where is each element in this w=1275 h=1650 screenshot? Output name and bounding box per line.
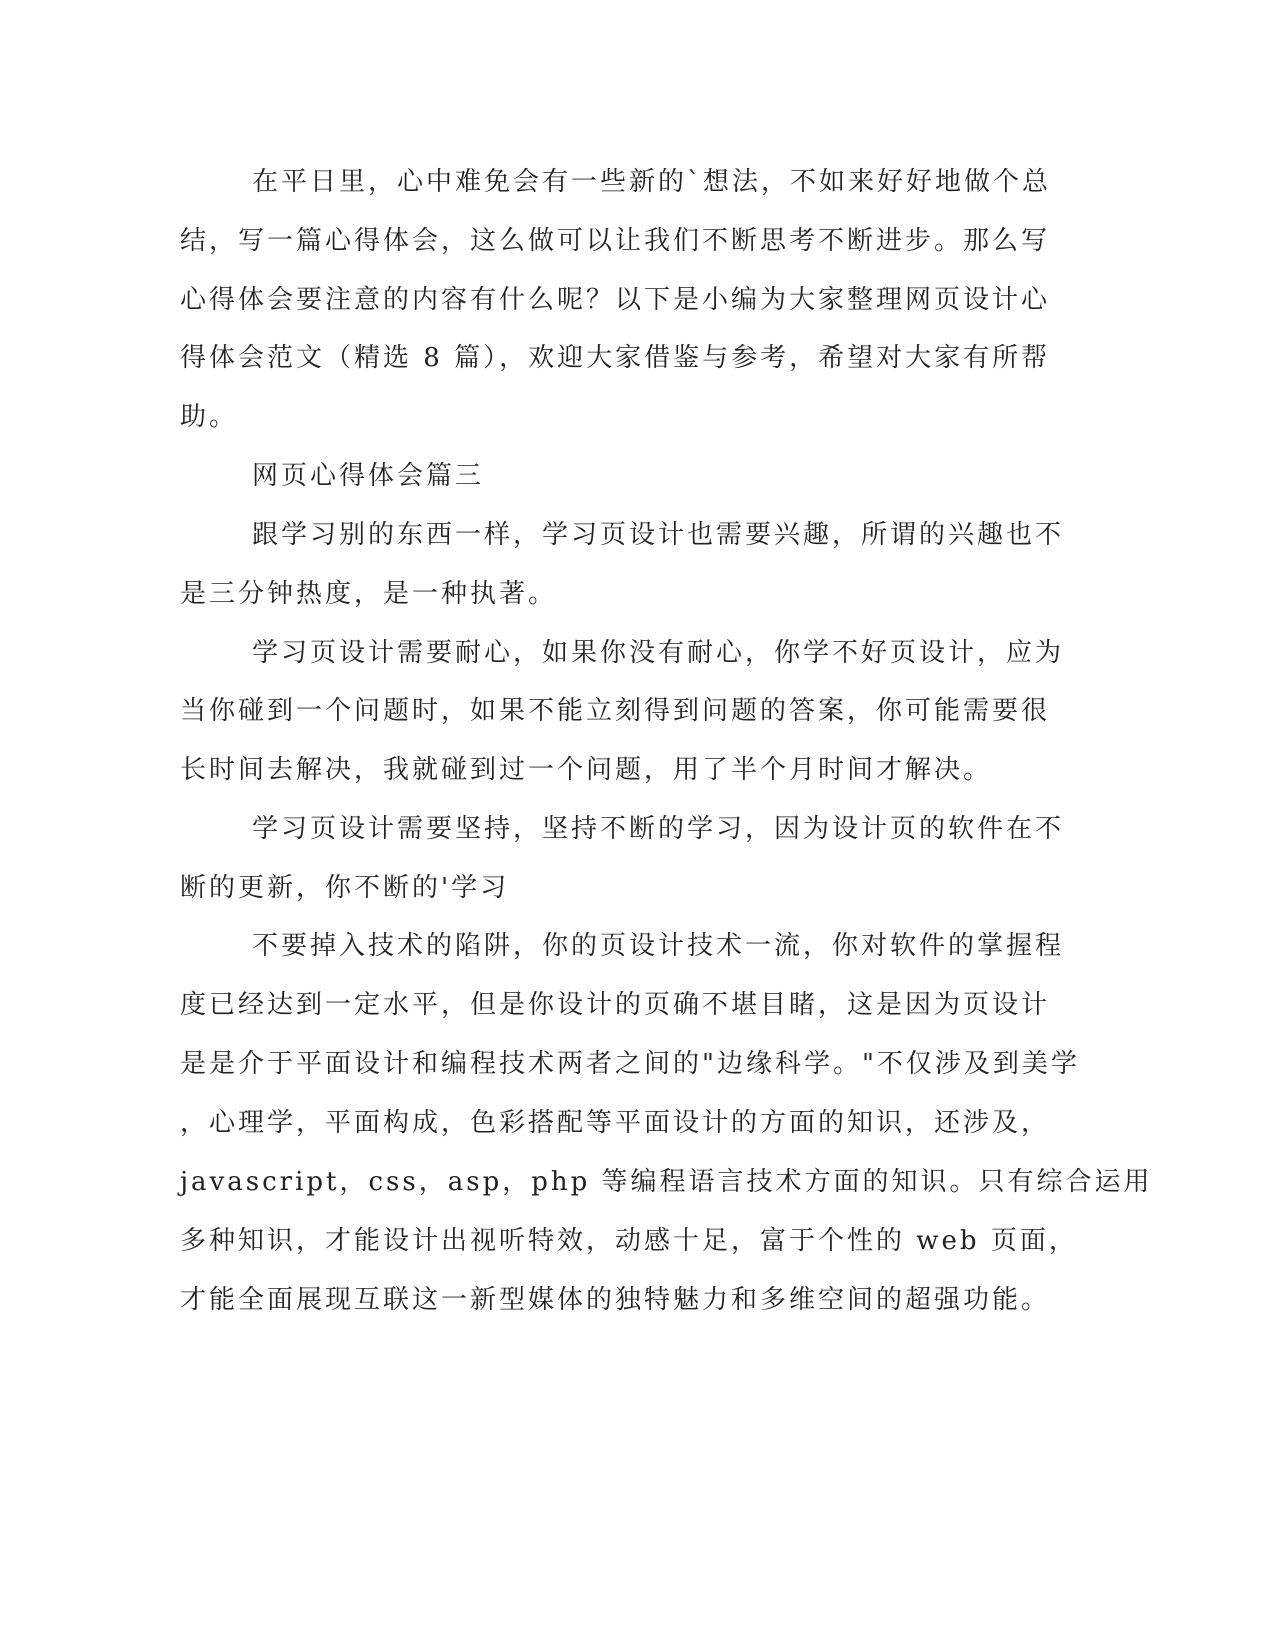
paragraph-line: 跟学习别的东西一样，学习页设计也需要兴趣，所谓的兴趣也不 bbox=[252, 520, 1065, 550]
paragraph-line: 长时间去解决，我就碰到过一个问题，用了半个月时间才解决。 bbox=[180, 755, 993, 785]
paragraph-line: javascript，css，asp，php 等编程语言技术方面的知识。只有综合运用 bbox=[180, 1167, 1153, 1197]
paragraph-line: 是三分钟热度，是一种执著。 bbox=[180, 579, 558, 609]
paragraph-line: 才能全面展现互联这一新型媒体的独特魅力和多维空间的超强功能。 bbox=[180, 1285, 1051, 1315]
paragraph-line: 心得体会要注意的内容有什么呢？以下是小编为大家整理网页设计心 bbox=[180, 285, 1051, 315]
paragraph-line: 度已经达到一定水平，但是你设计的页确不堪目睹，这是因为页设计 bbox=[180, 990, 1051, 1020]
paragraph-line: 结，写一篇心得体会，这么做可以让我们不断思考不断进步。那么写 bbox=[180, 226, 1051, 256]
paragraph-line: 多种知识，才能设计出视听特效，动感十足，富于个性的 web 页面， bbox=[180, 1226, 1078, 1256]
paragraph-line: 在平日里，心中难免会有一些新的`想法，不如来好好地做个总 bbox=[252, 167, 1052, 197]
paragraph-line: 当你碰到一个问题时，如果不能立刻得到问题的答案，你可能需要很 bbox=[180, 696, 1051, 726]
paragraph-line: 是是介于平面设计和编程技术两者之间的"边缘科学。"不仅涉及到美学 bbox=[180, 1049, 1080, 1079]
paragraph-line: 得体会范文（精选 8 篇），欢迎大家借鉴与参考，希望对大家有所帮 bbox=[180, 343, 1051, 373]
paragraph-line: 断的更新，你不断的'学习 bbox=[180, 873, 510, 903]
paragraph-line: 助。 bbox=[180, 402, 239, 432]
paragraph-line: 学习页设计需要耐心，如果你没有耐心，你学不好页设计，应为 bbox=[252, 638, 1065, 668]
paragraph-line: 学习页设计需要坚持，坚持不断的学习，因为设计页的软件在不 bbox=[252, 814, 1065, 844]
paragraph-line: 不要掉入技术的陷阱，你的页设计技术一流，你对软件的掌握程 bbox=[252, 931, 1065, 961]
paragraph-line: ，心理学，平面构成，色彩搭配等平面设计的方面的知识，还涉及， bbox=[180, 1108, 1051, 1138]
section-heading: 网页心得体会篇三 bbox=[252, 461, 485, 491]
